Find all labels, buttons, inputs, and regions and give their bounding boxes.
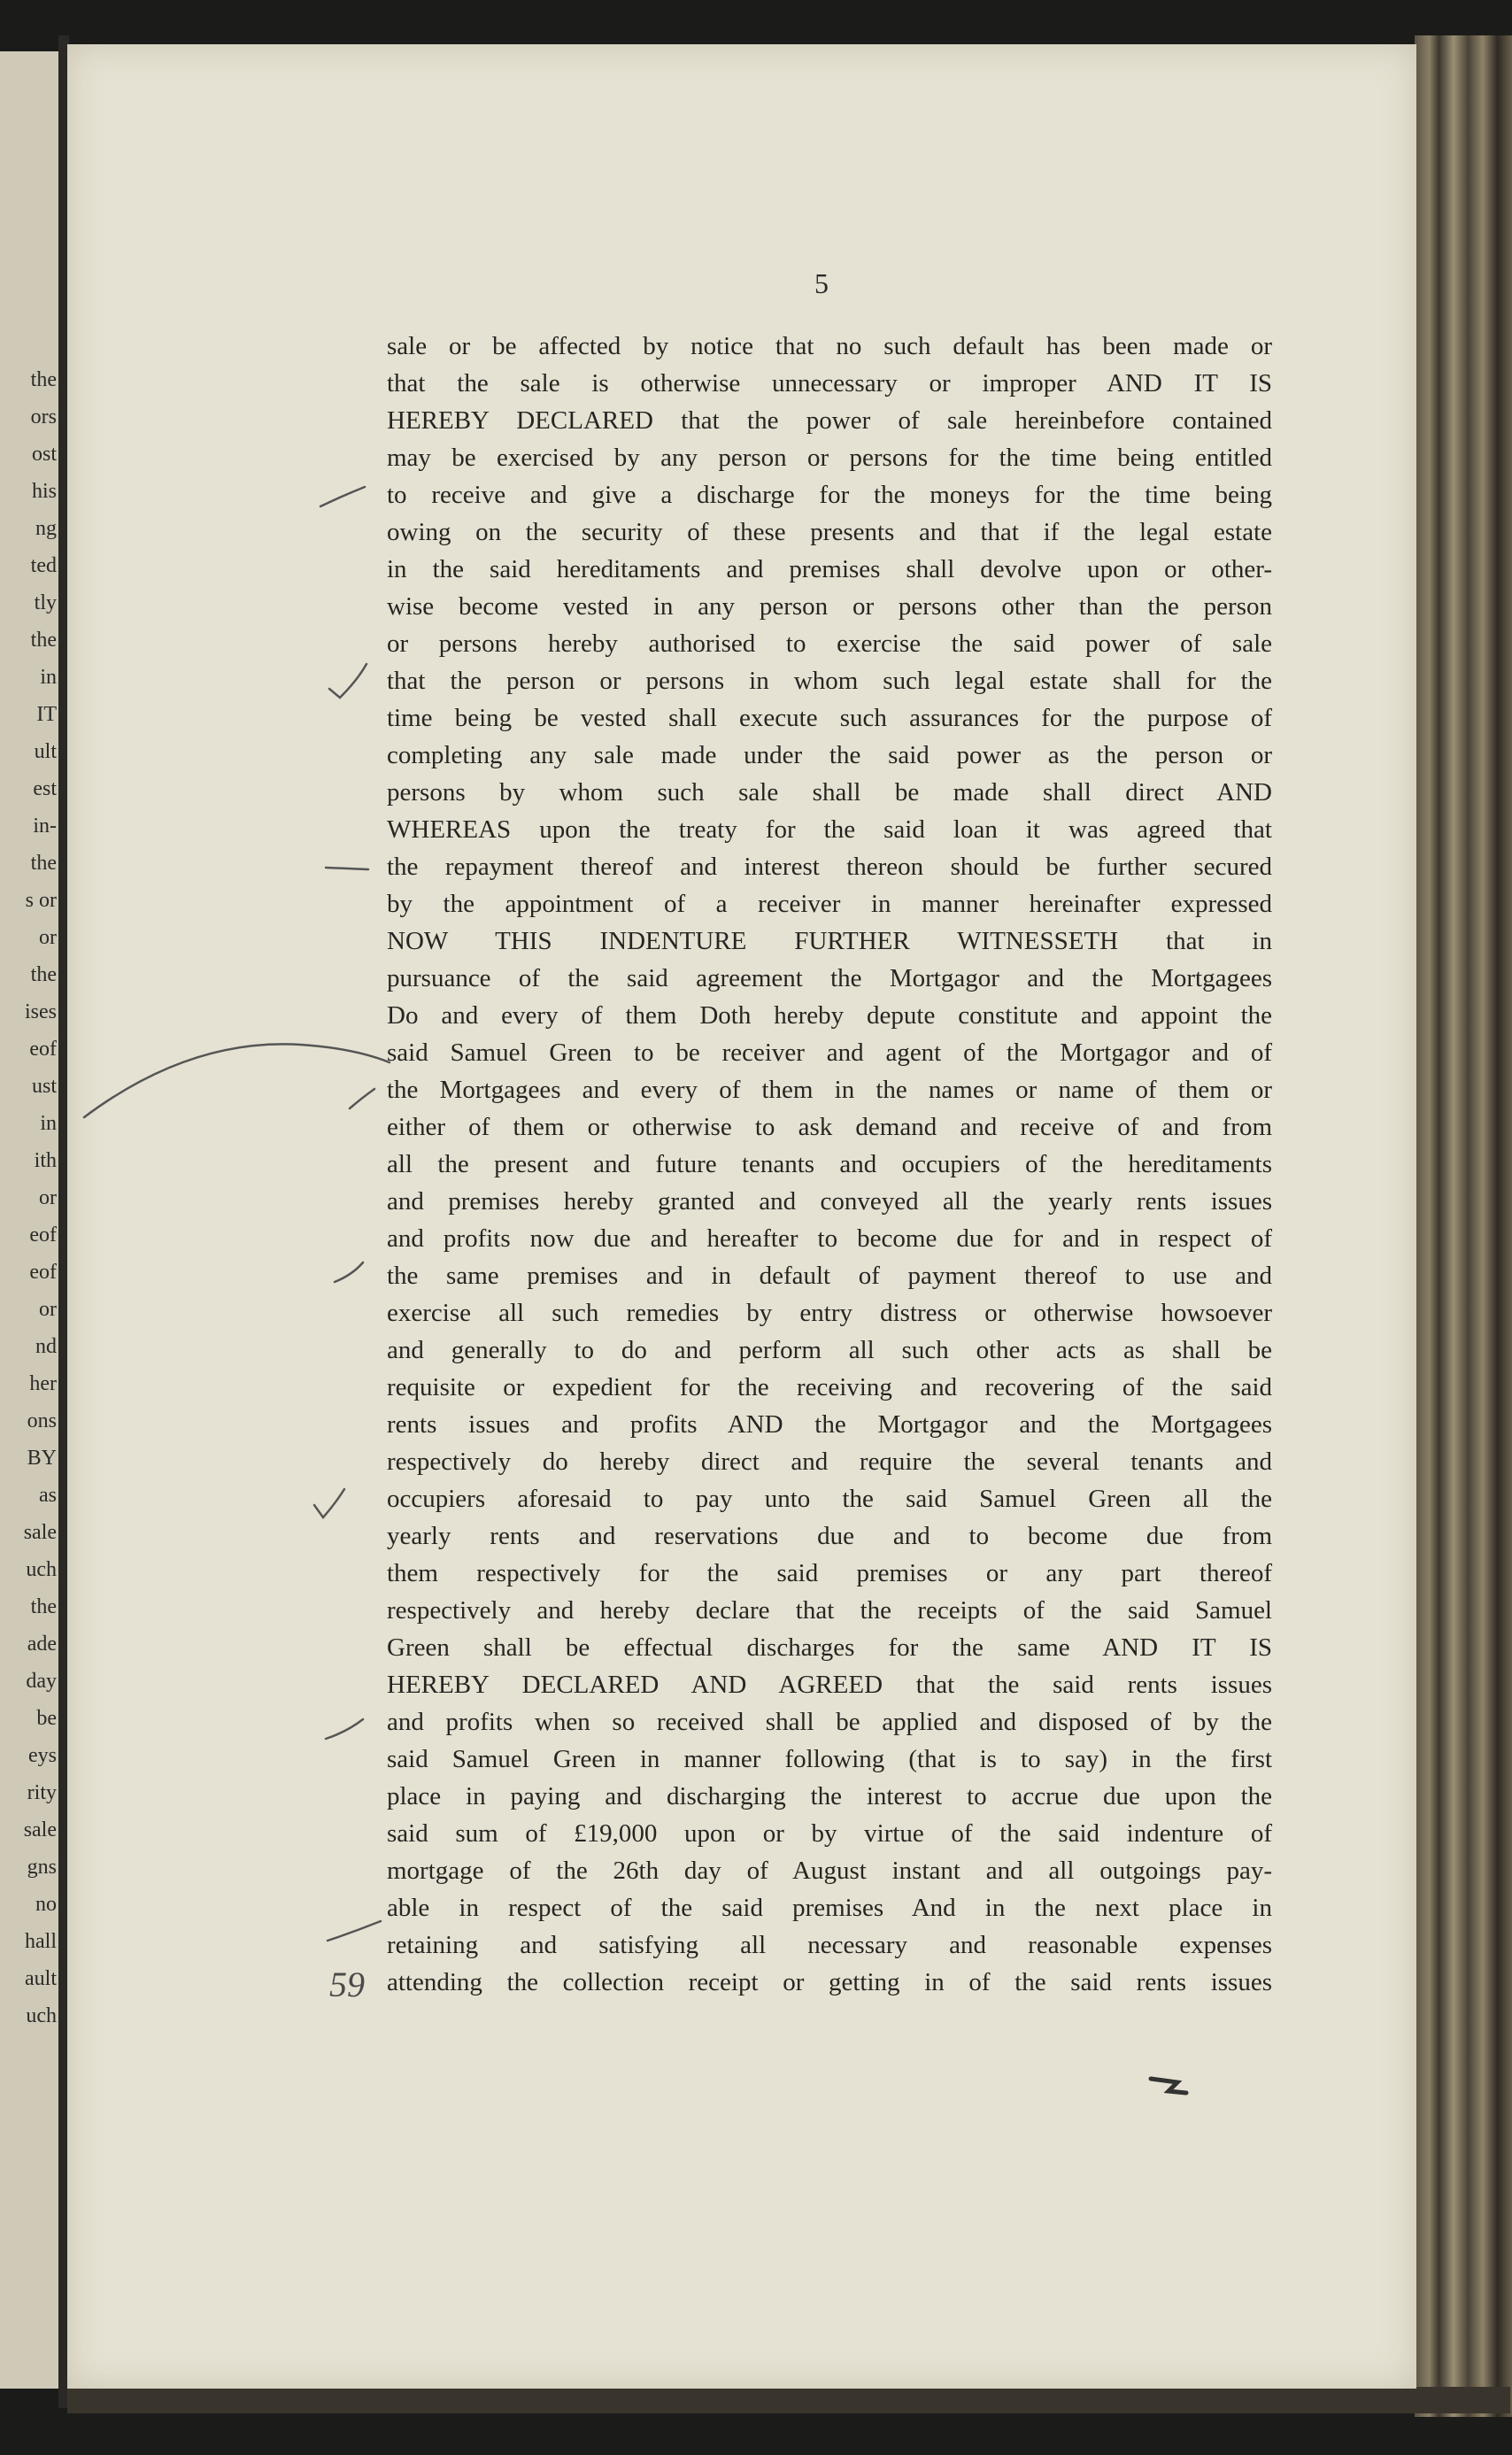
body-text bbox=[387, 328, 1272, 2001]
text-line: requisite or expedient for the receiving and recovering of the said bbox=[387, 1373, 1272, 1401]
page-number: 5 bbox=[814, 267, 829, 299]
text-line: or persons hereby authorised to exercise the said power of sale bbox=[387, 629, 1272, 658]
left-page-text-fragment: ult bbox=[34, 740, 57, 763]
text-line: the repayment thereof and interest thereon should be further secured bbox=[387, 853, 1272, 881]
text-line: Do and every of them Doth hereby depute constitute and appoint the bbox=[387, 1001, 1272, 1030]
left-page-text-fragment: gns bbox=[27, 1856, 57, 1879]
left-page-text-fragment: ust bbox=[31, 1075, 57, 1098]
left-page-text-fragment: be bbox=[36, 1707, 57, 1730]
text-line: wise become vested in any person or persons other than the person bbox=[387, 592, 1272, 621]
left-page-text-fragment: day bbox=[26, 1670, 57, 1693]
left-page-text-fragment: ault bbox=[25, 1967, 57, 1990]
text-line: HEREBY DECLARED AND AGREED that the said rents issues bbox=[387, 1671, 1272, 1699]
left-page-text-fragment: or bbox=[39, 1186, 57, 1209]
left-page-text-fragment: ith bbox=[34, 1149, 57, 1172]
left-page-text-fragment: nd bbox=[35, 1335, 57, 1358]
left-page-text-fragment: eof bbox=[29, 1224, 57, 1247]
handwritten-folio-number: 59 bbox=[329, 1965, 365, 2004]
left-page-text-fragment: his bbox=[31, 480, 57, 503]
left-page-text-fragment: as bbox=[39, 1484, 57, 1507]
left-page-text-fragment: ng bbox=[35, 517, 57, 540]
left-page-text-fragment: the bbox=[30, 852, 57, 875]
left-page-text-fragment: eof bbox=[29, 1261, 57, 1284]
left-page-text-fragment: her bbox=[29, 1372, 57, 1395]
text-line: that the sale is otherwise unnecessary or improper AND IT IS bbox=[387, 369, 1272, 398]
left-page-text-fragment: sale bbox=[23, 1818, 57, 1841]
text-line: said sum of £19,000 upon or by virtue of the said indenture of bbox=[387, 1819, 1272, 1848]
left-page-text-fragment: sale bbox=[23, 1521, 57, 1544]
text-line: place in paying and discharging the interest to accrue due upon the bbox=[387, 1782, 1272, 1810]
text-line: exercise all such remedies by entry distress or otherwise howsoever bbox=[387, 1299, 1272, 1327]
text-line: may be exercised by any person or persons for the time being entitled bbox=[387, 444, 1272, 472]
text-line: said Samuel Green to be receiver and agent of the Mortgagor and of bbox=[387, 1038, 1272, 1067]
text-line: rents issues and profits AND the Mortgagor and the Mortgagees bbox=[387, 1410, 1272, 1439]
left-page-text-fragment: est bbox=[33, 777, 57, 800]
text-line: HEREBY DECLARED that the power of sale hereinbefore contained bbox=[387, 406, 1272, 435]
text-line: NOW THIS INDENTURE FURTHER WITNESSETH that in bbox=[387, 927, 1272, 955]
left-page-text-fragment: tly bbox=[34, 591, 57, 614]
text-line: respectively and hereby declare that the receipts of the said Samuel bbox=[387, 1596, 1272, 1625]
book-bottom-edge bbox=[67, 2387, 1510, 2413]
left-page-text-fragment: ade bbox=[27, 1633, 57, 1656]
text-line: occupiers aforesaid to pay unto the said Samuel Green all the bbox=[387, 1485, 1272, 1513]
text-line: time being be vested shall execute such assurances for the purpose of bbox=[387, 704, 1272, 732]
left-page-text-fragment: BY bbox=[27, 1447, 57, 1470]
text-line: them respectively for the said premises or any part thereof bbox=[387, 1559, 1272, 1587]
left-page-text-fragment: IT bbox=[36, 703, 57, 726]
left-page-text-fragment: s or bbox=[25, 889, 57, 912]
text-line: able in respect of the said premises And in the next place in bbox=[387, 1894, 1272, 1922]
text-line: by the appointment of a receiver in manner hereinafter expressed bbox=[387, 890, 1272, 918]
text-line: Green shall be effectual discharges for the same AND IT IS bbox=[387, 1633, 1272, 1662]
text-line: the same premises and in default of payment thereof to use and bbox=[387, 1262, 1272, 1290]
left-page-text-fragment: or bbox=[39, 926, 57, 949]
text-line: either of them or otherwise to ask demand and receive of and from bbox=[387, 1113, 1272, 1141]
left-page-text-fragment: rity bbox=[27, 1781, 57, 1804]
left-page-text-fragment: in bbox=[40, 1112, 57, 1135]
left-page-text-fragment: ons bbox=[27, 1409, 57, 1432]
text-line: sale or be affected by notice that no such default has been made or bbox=[387, 332, 1272, 360]
left-page-text-fragment: the bbox=[30, 629, 57, 652]
text-line: to receive and give a discharge for the moneys for the time being bbox=[387, 481, 1272, 509]
left-page-text-fragment: no bbox=[35, 1893, 57, 1916]
text-line: said Samuel Green in manner following (that is to say) in the first bbox=[387, 1745, 1272, 1773]
text-line: yearly rents and reservations due and to become due from bbox=[387, 1522, 1272, 1550]
text-line: and premises hereby granted and conveyed all the yearly rents issues bbox=[387, 1187, 1272, 1216]
left-page-text-fragment: ted bbox=[30, 554, 57, 577]
text-line: the Mortgagees and every of them in the names or name of them or bbox=[387, 1076, 1272, 1104]
left-page-text-fragment: the bbox=[30, 368, 57, 391]
text-line: persons by whom such sale shall be made shall direct AND bbox=[387, 778, 1272, 807]
text-line: retaining and satisfying all necessary and reasonable expenses bbox=[387, 1931, 1272, 1959]
text-line: pursuance of the said agreement the Mortgagor and the Mortgagees bbox=[387, 964, 1272, 992]
left-page-text-fragment: hall bbox=[25, 1930, 57, 1953]
text-line: mortgage of the 26th day of August instant and all outgoings pay- bbox=[387, 1857, 1272, 1885]
left-page-text-fragment: the bbox=[30, 1595, 57, 1618]
page-edges bbox=[1415, 35, 1512, 2417]
left-page-text-fragment: eof bbox=[29, 1038, 57, 1061]
left-page-text-fragment: ises bbox=[25, 1000, 57, 1023]
left-page-text-fragment: in- bbox=[33, 814, 57, 838]
text-line: WHEREAS upon the treaty for the said loan it was agreed that bbox=[387, 815, 1272, 844]
left-page-text-fragment: in bbox=[40, 666, 57, 689]
text-line: completing any sale made under the said power as the person or bbox=[387, 741, 1272, 769]
text-line: and profits now due and hereafter to become due for and in respect of bbox=[387, 1224, 1272, 1253]
text-line: and generally to do and perform all such other acts as shall be bbox=[387, 1336, 1272, 1364]
text-line: attending the collection receipt or getting in of the said rents issues bbox=[387, 1968, 1272, 1996]
facing-left-page bbox=[0, 51, 61, 2389]
text-line: all the present and future tenants and occupiers of the hereditaments bbox=[387, 1150, 1272, 1178]
text-line: owing on the security of these presents and that if the legal estate bbox=[387, 518, 1272, 546]
left-page-text-fragment: ost bbox=[31, 443, 57, 466]
text-line: that the person or persons in whom such legal estate shall for the bbox=[387, 667, 1272, 695]
text-line: and profits when so received shall be applied and disposed of by the bbox=[387, 1708, 1272, 1736]
left-page-text-fragment: or bbox=[39, 1298, 57, 1321]
left-page-text-fragment: ors bbox=[30, 405, 57, 428]
left-page-text-fragment: the bbox=[30, 963, 57, 986]
left-page-text-fragment: uch bbox=[26, 1558, 57, 1581]
text-line: in the said hereditaments and premises shall devolve upon or other- bbox=[387, 555, 1272, 583]
text-line: respectively do hereby direct and require the several tenants and bbox=[387, 1448, 1272, 1476]
left-page-text-fragment: eys bbox=[28, 1744, 57, 1767]
left-page-text-fragment: uch bbox=[26, 2004, 57, 2027]
